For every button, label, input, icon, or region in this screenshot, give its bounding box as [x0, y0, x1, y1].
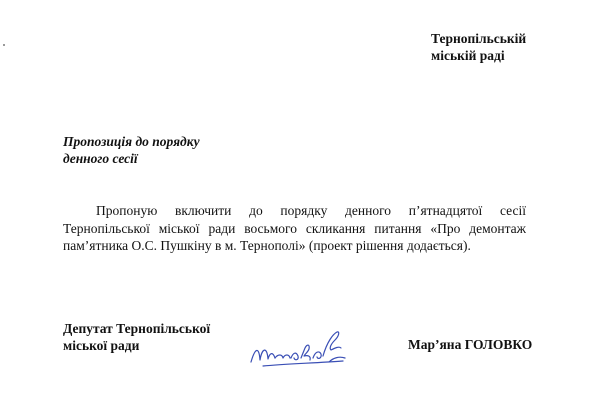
subject-line-1: Пропозиція до порядку — [63, 134, 200, 149]
addressee-block — [431, 30, 526, 64]
signer-title-line-1: Депутат Тернопільської — [63, 321, 211, 336]
scan-mark — [3, 44, 5, 46]
subject-line-2: денного сесії — [63, 151, 138, 166]
signer-title — [63, 320, 210, 354]
proposal-paragraph: Пропоную включити до порядку денного п’ятнадцятої сесії Тернопільської міської ради восьмого скликання питання «Про демонтаж пам’ятника О.С. Пушкіну в м. Тернополі» (проект рішення додається). — [63, 203, 526, 253]
handwritten-signature — [245, 318, 357, 374]
addressee-line-2: міській раді — [431, 48, 505, 63]
addressee-line-1: Тернопільській — [431, 31, 527, 46]
signer-name: Мар’яна ГОЛОВКО — [408, 337, 533, 352]
subject-heading — [63, 133, 200, 167]
signer-title-line-2: міської ради — [63, 338, 140, 353]
